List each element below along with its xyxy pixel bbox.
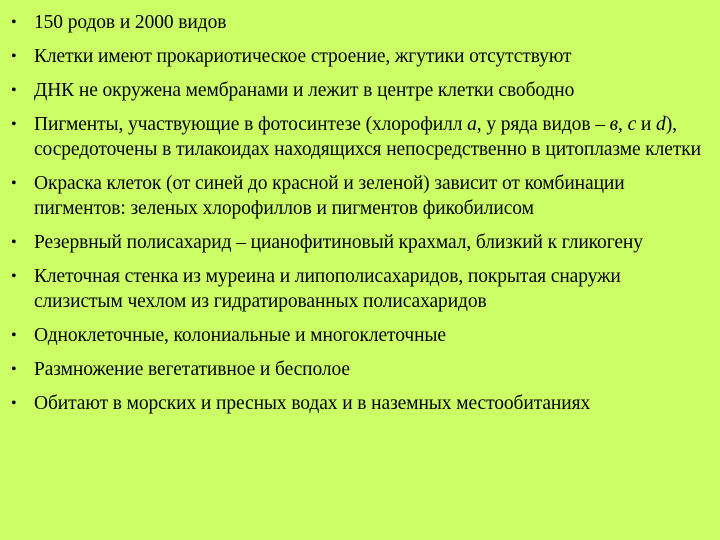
item-text: Обитают в морских и пресных водах и в наземных местообитаниях bbox=[34, 393, 591, 414]
separator: , bbox=[618, 114, 628, 135]
pigment-a: a bbox=[467, 114, 477, 135]
list-item bbox=[10, 264, 708, 314]
pigment-b: в bbox=[609, 114, 619, 135]
item-text-part: , у ряда видов – bbox=[476, 114, 610, 135]
separator: и bbox=[636, 114, 657, 135]
bullet-icon: • bbox=[11, 327, 17, 344]
bullet-icon: • bbox=[11, 14, 17, 31]
bullet-icon: • bbox=[11, 361, 17, 378]
list-item bbox=[10, 112, 708, 162]
bullet-icon: • bbox=[11, 82, 17, 99]
list-item bbox=[10, 230, 708, 255]
pigment-c: с bbox=[627, 114, 637, 135]
item-text: Одноклеточные, колониальные и многоклеточные bbox=[34, 325, 446, 346]
list-item bbox=[10, 44, 708, 69]
item-text-part: Пигменты, участвующие в фотосинтезе (хлорофилл bbox=[34, 114, 468, 135]
item-text: Клетки имеют прокариотическое строение, жгутики отсутствуют bbox=[34, 46, 572, 67]
list-item bbox=[10, 323, 708, 348]
item-text: 150 родов и 2000 видов bbox=[34, 12, 227, 33]
item-text: Резервный полисахарид – цианофитиновый крахмал, близкий к гликогену bbox=[34, 232, 643, 253]
list-item bbox=[10, 357, 708, 382]
bullet-icon: • bbox=[11, 268, 17, 285]
item-text-part: ), сосредоточены в тилакоидах находящихся непосредственно в цитоплазме клетки bbox=[34, 114, 701, 160]
item-text: Клеточная стенка из муреина и липополисахаридов, покрытая снаружи слизистым чехлом из гидратированных полисахаридов bbox=[34, 266, 621, 312]
item-text: ДНК не окружена мембранами и лежит в центре клетки свободно bbox=[34, 80, 575, 101]
bullet-icon: • bbox=[11, 175, 17, 192]
bullet-list bbox=[10, 10, 708, 416]
list-item bbox=[10, 391, 708, 416]
list-item bbox=[10, 10, 708, 35]
bullet-icon: • bbox=[11, 116, 17, 133]
list-item bbox=[10, 78, 708, 103]
bullet-icon: • bbox=[11, 234, 17, 251]
list-item bbox=[10, 171, 708, 221]
item-text: Размножение вегетативное и бесполое bbox=[34, 359, 350, 380]
bullet-icon: • bbox=[11, 48, 17, 65]
pigment-d: d bbox=[656, 114, 666, 135]
item-text: Окраска клеток (от синей до красной и зеленой) зависит от комбинации пигментов: зеленых хлорофиллов и пигментов фикобилисом bbox=[34, 173, 625, 219]
bullet-icon: • bbox=[11, 395, 17, 412]
